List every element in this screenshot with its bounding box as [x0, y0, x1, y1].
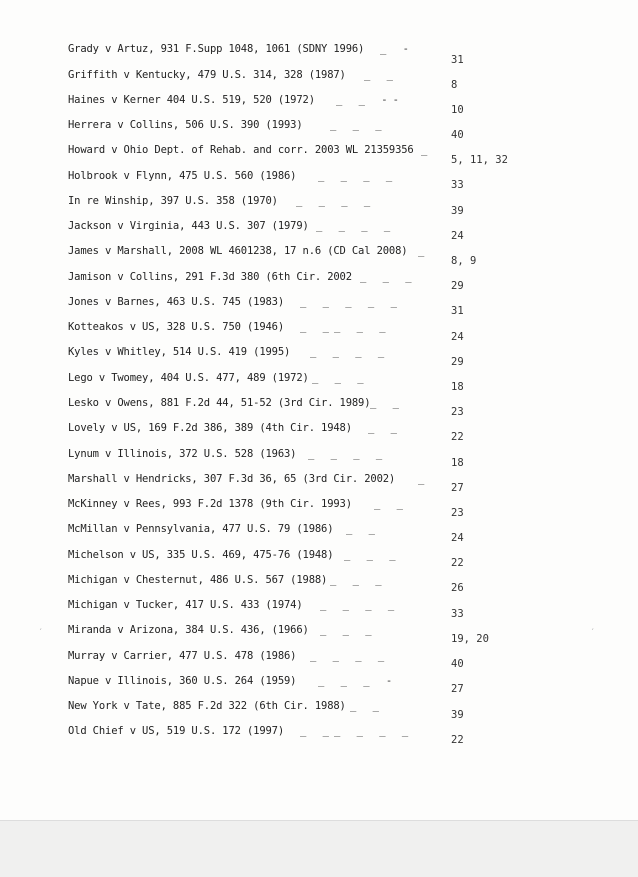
page-references: 18 [451, 457, 464, 469]
toc-entry [68, 167, 488, 185]
toc-entry [68, 268, 488, 286]
toc-entry [68, 116, 488, 134]
toc-entry [68, 293, 488, 311]
dot-leader: _ _ _ [330, 119, 387, 131]
dot-leader: _ _ _ _ _ [300, 296, 402, 308]
dot-leader: _ _ _ _ [310, 346, 390, 358]
page-references: 22 [451, 557, 464, 569]
page-references: 39 [451, 205, 464, 217]
case-citation: Haines v Kerner 404 U.S. 519, 520 (1972) [68, 94, 315, 106]
case-citation: Howard v Ohio Dept. of Rehab. and corr. 2003 WL 21359356 [68, 144, 414, 156]
page-references: 29 [451, 280, 464, 292]
dot-leader: _ _ [350, 700, 384, 712]
case-citation: Griffith v Kentucky, 479 U.S. 314, 328 (1987) [68, 69, 346, 81]
dot-leader: _ _ [368, 422, 402, 434]
dot-leader: _ _ [370, 397, 404, 409]
toc-entry [68, 394, 488, 412]
case-citation: Lesko v Owens, 881 F.2d 44, 51-52 (3rd Cir. 1989) [68, 397, 371, 409]
toc-entry [68, 445, 488, 463]
toc-entry [68, 66, 488, 84]
dot-leader: _ _ _ [312, 372, 369, 384]
page-references: 19, 20 [451, 633, 489, 645]
page-references: 40 [451, 658, 464, 670]
dot-leader: _ __ _ _ _ [300, 725, 414, 737]
toc-entry [68, 419, 488, 437]
dot-leader: _ _ _ [320, 624, 377, 636]
dot-leader: _ _ _ - [318, 675, 398, 687]
toc-entry [68, 343, 488, 361]
dot-leader: _ _ [374, 498, 408, 510]
dot-leader: _ _ _ _ [318, 170, 398, 182]
page-references: 5, 11, 32 [451, 154, 508, 166]
page-references: 22 [451, 431, 464, 443]
dot-leader: _ _ _ _ [316, 220, 396, 232]
toc-entry [68, 242, 488, 260]
case-citation: Murray v Carrier, 477 U.S. 478 (1986) [68, 650, 297, 662]
dot-leader: _ _ _ [344, 549, 401, 561]
page-references: 22 [451, 734, 464, 746]
page-references: 27 [451, 683, 464, 695]
toc-entry [68, 546, 488, 564]
toc-entry [68, 192, 488, 210]
toc-entry [68, 697, 488, 715]
scan-speck: ′ [590, 628, 596, 638]
dot-leader: _ [418, 245, 430, 257]
toc-entry [68, 722, 488, 740]
case-citation: Jamison v Collins, 291 F.3d 380 (6th Cir. 2002 [68, 271, 352, 283]
case-citation: James v Marshall, 2008 WL 4601238, 17 n.6 (CD Cal 2008) [68, 245, 408, 257]
toc-entry [68, 621, 488, 639]
dot-leader: _ _ -- [336, 94, 404, 106]
dot-leader: _ _ _ [330, 574, 387, 586]
dot-leader: _ _ [346, 523, 380, 535]
case-citation: Jackson v Virginia, 443 U.S. 307 (1979) [68, 220, 309, 232]
dot-leader: _ - [380, 43, 414, 55]
dot-leader: _ _ _ _ [296, 195, 376, 207]
page-references: 24 [451, 532, 464, 544]
toc-entry [68, 495, 488, 513]
page-references: 24 [451, 331, 464, 343]
page-references: 29 [451, 356, 464, 368]
case-citation: Lego v Twomey, 404 U.S. 477, 489 (1972) [68, 372, 309, 384]
case-citation: New York v Tate, 885 F.2d 322 (6th Cir. 1988) [68, 700, 346, 712]
case-citation: McKinney v Rees, 993 F.2d 1378 (9th Cir. 1993) [68, 498, 352, 510]
page-references: 33 [451, 608, 464, 620]
toc-entry [68, 647, 488, 665]
toc-entry [68, 40, 488, 58]
case-citation: Grady v Artuz, 931 F.Supp 1048, 1061 (SDNY 1996) [68, 43, 365, 55]
toc-entry [68, 318, 488, 336]
dot-leader: _ _ _ _ [308, 448, 388, 460]
page-references: 8, 9 [451, 255, 477, 267]
dot-leader: _ _ _ _ [310, 650, 390, 662]
case-citation: Lovely v US, 169 F.2d 386, 389 (4th Cir. 1948) [68, 422, 352, 434]
case-citation: Michigan v Tucker, 417 U.S. 433 (1974) [68, 599, 303, 611]
toc-entry [68, 141, 488, 159]
page-references: 8 [451, 79, 458, 91]
page-references: 33 [451, 179, 464, 191]
case-citation: Old Chief v US, 519 U.S. 172 (1997) [68, 725, 285, 737]
case-citation: Napue v Illinois, 360 U.S. 264 (1959) [68, 675, 297, 687]
case-citation: Michigan v Chesternut, 486 U.S. 567 (1988) [68, 574, 328, 586]
dot-leader: _ __ _ _ [300, 321, 391, 333]
case-citation: Miranda v Arizona, 384 U.S. 436, (1966) [68, 624, 309, 636]
toc-entry [68, 217, 488, 235]
toc-entry [68, 91, 488, 109]
case-citation: In re Winship, 397 U.S. 358 (1970) [68, 195, 278, 207]
page-references: 39 [451, 709, 464, 721]
page-references: 18 [451, 381, 464, 393]
toc-entry [68, 571, 488, 589]
dot-leader: _ _ [364, 69, 398, 81]
toc-entry [68, 596, 488, 614]
case-citation: Lynum v Illinois, 372 U.S. 528 (1963) [68, 448, 297, 460]
case-citation: Holbrook v Flynn, 475 U.S. 560 (1986) [68, 170, 297, 182]
page-references: 10 [451, 104, 464, 116]
case-citation: Marshall v Hendricks, 307 F.3d 36, 65 (3rd Cir. 2002) [68, 473, 396, 485]
scan-speck: ′ [38, 628, 44, 638]
page-references: 26 [451, 582, 464, 594]
dot-leader: _ [421, 144, 433, 156]
dot-leader: _ _ _ _ [320, 599, 400, 611]
page-references: 23 [451, 507, 464, 519]
page-references: 27 [451, 482, 464, 494]
page-references: 31 [451, 54, 464, 66]
dot-leader: _ [418, 473, 430, 485]
page-references: 40 [451, 129, 464, 141]
toc-entry [68, 369, 488, 387]
page-references: 23 [451, 406, 464, 418]
page-references: 31 [451, 305, 464, 317]
toc-entry [68, 520, 488, 538]
toc-entry [68, 672, 488, 690]
case-citation: Kyles v Whitley, 514 U.S. 419 (1995) [68, 346, 291, 358]
case-citation: Michelson v US, 335 U.S. 469, 475-76 (1948) [68, 549, 334, 561]
case-citation: McMillan v Pennsylvania, 477 U.S. 79 (1986) [68, 523, 334, 535]
case-citation: Kotteakos v US, 328 U.S. 750 (1946) [68, 321, 285, 333]
dot-leader: _ _ _ [360, 271, 417, 283]
case-citation: Herrera v Collins, 506 U.S. 390 (1993) [68, 119, 303, 131]
toc-entry [68, 470, 488, 488]
case-citation: Jones v Barnes, 463 U.S. 745 (1983) [68, 296, 285, 308]
page-references: 24 [451, 230, 464, 242]
